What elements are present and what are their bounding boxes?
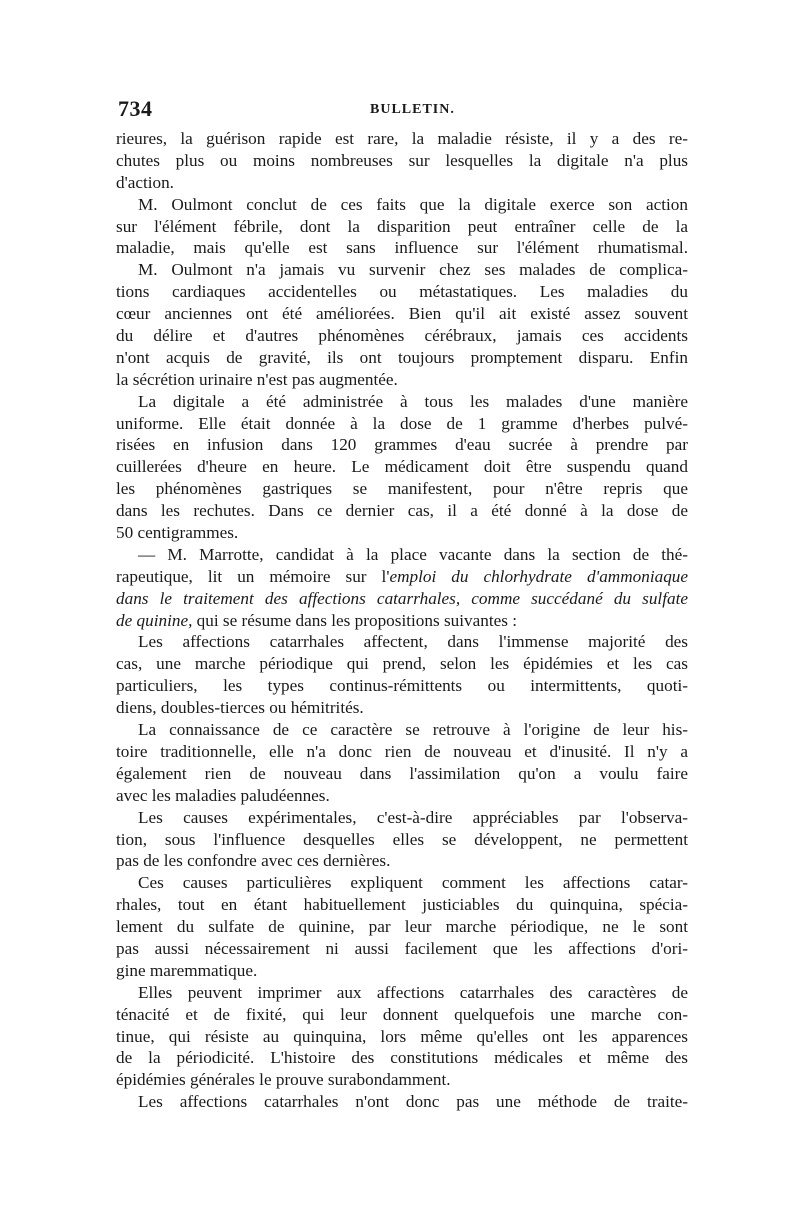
text-line: pas aussi nécessairement ni aussi facilement que les affections d'ori- [116,938,688,958]
text-line: avec les maladies paludéennes. [116,785,330,805]
running-head: BULLETIN. [370,102,455,117]
body-text [116,128,688,1113]
text-line: Les affections catarrhales affectent, dans l'immense majorité des [138,632,688,652]
text-line: Ces causes particulières expliquent comment les affections catar- [138,873,688,893]
text-line: de la périodicité. L'histoire des constitutions médicales et même des [116,1048,688,1068]
text-line: n'ont acquis de gravité, ils ont toujours promptement disparu. Enfin [116,347,688,367]
page-number: 734 [118,96,153,121]
text-line: pas de les confondre avec ces dernières. [116,851,391,871]
text-line: particuliers, les types continus-rémittents ou intermittents, quoti- [116,676,688,696]
text-line [116,566,688,588]
text-line: cas, une marche périodique qui prend, selon les épidémies et les cas [116,654,688,674]
text-line: La digitale a été administrée à tous les malades d'une manière [138,391,688,411]
italic-title: dans le traitement des affections catarrhales, comme succédané du sulfate [116,588,688,608]
text-line: rhales, tout en étant habituellement justiciables du quinquina, spécia- [116,895,688,915]
text-line: cuillerées d'heure en heure. Le médicament doit être suspendu quand [116,457,688,477]
text-line: maladie, mais qu'elle est sans influence sur l'élément rhumatismal. [116,238,688,258]
text-line: 50 centigrammes. [116,523,239,543]
text-line: du délire et d'autres phénomènes cérébraux, jamais ces accidents [116,326,688,346]
text-span: qui se résume dans les propositions suivantes : [192,610,517,630]
text-line: diens, doubles-tierces ou hémitrités. [116,698,364,718]
text-line: tion, sous l'influence desquelles elles se développent, ne permettent [116,829,688,849]
text-line: lement du sulfate de quinine, par leur marche périodique, ne le sont [116,917,688,937]
text-line: ténacité et de fixité, qui leur donnent quelquefois une marche con- [116,1004,688,1024]
text-line: épidémies générales le prouve surabondamment. [116,1070,451,1090]
text-line: chutes plus ou moins nombreuses sur lesquelles la digitale n'a plus [116,150,688,170]
text-line: Les affections catarrhales n'ont donc pas une méthode de traite- [138,1092,688,1112]
text-line: également rien de nouveau dans l'assimilation qu'on a voulu faire [116,763,688,783]
text-line: les phénomènes gastriques se manifestent, pour n'être repris que [116,479,688,499]
text-line [116,588,688,610]
text-line: risées en infusion dans 120 grammes d'eau sucrée à prendre par [116,435,688,455]
text-line: — M. Marrotte, candidat à la place vacante dans la section de thé- [138,544,688,564]
text-line: sur l'élément fébrile, dont la disparition peut entraîner celle de la [116,216,688,236]
text-line: M. Oulmont conclut de ces faits que la digitale exerce son action [138,194,688,214]
text-line: tinue, qui résiste au quinquina, lors même qu'elles ont les apparences [116,1026,688,1046]
text-line: cœur anciennes ont été améliorées. Bien qu'il ait existé assez souvent [116,304,688,324]
text-line: rieures, la guérison rapide est rare, la maladie résiste, il y a des re- [116,129,688,148]
text-line: tions cardiaques accidentelles ou métastatiques. Les maladies du [116,282,688,302]
text-line [116,610,688,632]
text-line: Elles peuvent imprimer aux affections catarrhales des caractères de [138,982,688,1002]
text-line: d'action. [116,172,174,192]
italic-title: emploi du chlorhydrate d'ammoniaque [389,566,688,586]
text-line: dans les rechutes. Dans ce dernier cas, il a été donné à la dose de [116,501,688,521]
italic-title: de quinine, [116,610,193,630]
text-line: La connaissance de ce caractère se retrouve à l'origine de leur his- [138,720,688,740]
text-line: gine maremmatique. [116,960,258,980]
text-line: uniforme. Elle était donnée à la dose de 1 gramme d'herbes pulvé- [116,413,688,433]
text-span: rapeutique, lit un mémoire sur l' [116,566,390,586]
text-line: toire traditionnelle, elle n'a donc rien de nouveau et d'inusité. Il n'y a [116,741,688,761]
page-header [118,96,688,122]
text-line: la sécrétion urinaire n'est pas augmentée. [116,369,398,389]
text-line: Les causes expérimentales, c'est-à-dire appréciables par l'observa- [138,807,688,827]
text-line: M. Oulmont n'a jamais vu survenir chez ses malades de complica- [138,260,688,280]
